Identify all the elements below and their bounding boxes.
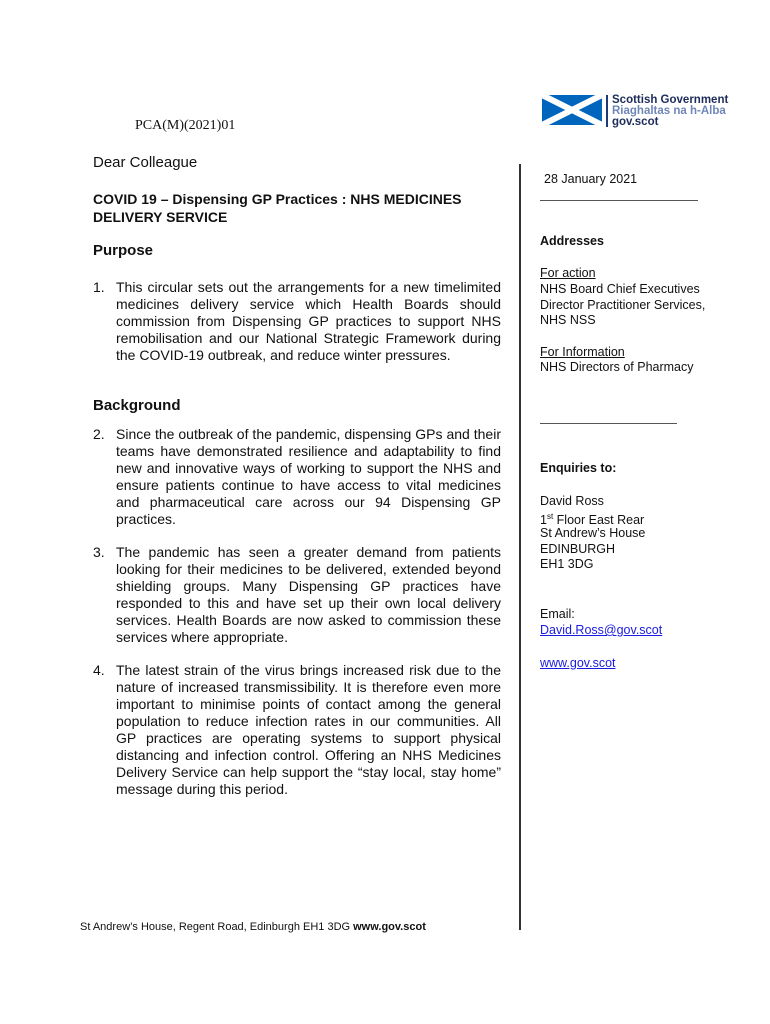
paragraph-number: 3. [93,544,105,560]
addresses-rule [540,423,677,424]
contact-postcode: EH1 3DG [540,557,594,571]
paragraph-text: Since the outbreak of the pandemic, dispensing GPs and their teams have demonstrated resilience and adaptability to find new and innovative ways of working to support the NHS and ensure patients continue to have access to vital medicines and pharmaceutical care across our 94 Dispensing GP practices. [116,426,501,527]
for-action-recipient-1: NHS Board Chief Executives [540,282,700,296]
logo-line-domain: gov.scot [612,116,659,128]
circular-reference: PCA(M)(2021)01 [135,118,236,133]
saltire-flag-icon [542,95,602,125]
paragraph-number: 4. [93,662,105,678]
paragraph-text: The pandemic has seen a greater demand from patients looking for their medicines to be delivered, extended beyond shielding groups. Many Dispensing GP practices have responded to this and have set up their own local delivery services. Health Boards are now asked to commission these services where appropriate. [116,544,501,645]
floor-rest: Floor East Rear [553,513,645,528]
for-information-recipient: NHS Directors of Pharmacy [540,360,694,374]
purpose-heading: Purpose [93,242,154,259]
footer-address-text: St Andrew’s House, Regent Road, Edinburgh EH1 3DG [80,921,354,933]
for-action-recipient-2: Director Practitioner Services, [540,298,706,312]
email-label: Email: [540,607,575,621]
logo-divider [606,95,608,127]
for-action-recipient-3: NHS NSS [540,313,596,327]
paragraph-1 [93,279,501,364]
addresses-heading: Addresses [540,234,604,248]
column-divider [519,164,521,930]
paragraph-2 [93,426,501,528]
paragraph-3 [93,544,501,646]
footer-address [80,921,426,933]
paragraph-number: 2. [93,426,105,442]
paragraph-4 [93,662,501,798]
enquiries-heading: Enquiries to: [540,461,617,475]
for-action-label: For action [540,266,596,280]
footer-website[interactable]: www.gov.scot [353,921,426,933]
floor-number: 1 [540,513,547,528]
contact-building: St Andrew’s House [540,526,646,540]
scottish-government-logo [542,95,752,131]
logo-line-gaelic: Riaghaltas na h-Alba [612,105,726,117]
contact-city: EDINBURGH [540,542,616,556]
background-heading: Background [93,397,181,414]
logo-line-english: Scottish Government [612,94,729,106]
salutation: Dear Colleague [93,154,198,171]
website-link[interactable]: www.gov.scot [540,656,616,670]
letter-subject: COVID 19 – Dispensing GP Practices : NHS MEDICINES DELIVERY SERVICE [93,191,462,225]
logo-text [612,95,728,128]
letter-date: 28 January 2021 [544,172,638,186]
for-information-label: For Information [540,345,625,359]
email-link[interactable]: David.Ross@gov.scot [540,623,663,637]
floor-suffix: st [546,512,554,521]
paragraph-text: The latest strain of the virus brings increased risk due to the nature of increased transmissibility. It is therefore even more important to minimise points of contact among the general population to reduce infection rates in our communities. All GP practices are operating systems to support physical distancing and infection control. Offering an NHS Medicines Delivery Service can help support the “stay local, stay home” message during this period. [116,662,501,797]
contact-name: David Ross [540,494,604,508]
date-rule [540,200,698,201]
paragraph-number: 1. [93,279,105,295]
paragraph-text: This circular sets out the arrangements for a new timelimited medicines delivery service which Health Boards should commission from Dispensing GP practices to support NHS remobilisation and our National Strategic Framework during the COVID-19 outbreak, and reduce winter pressures. [116,279,501,363]
